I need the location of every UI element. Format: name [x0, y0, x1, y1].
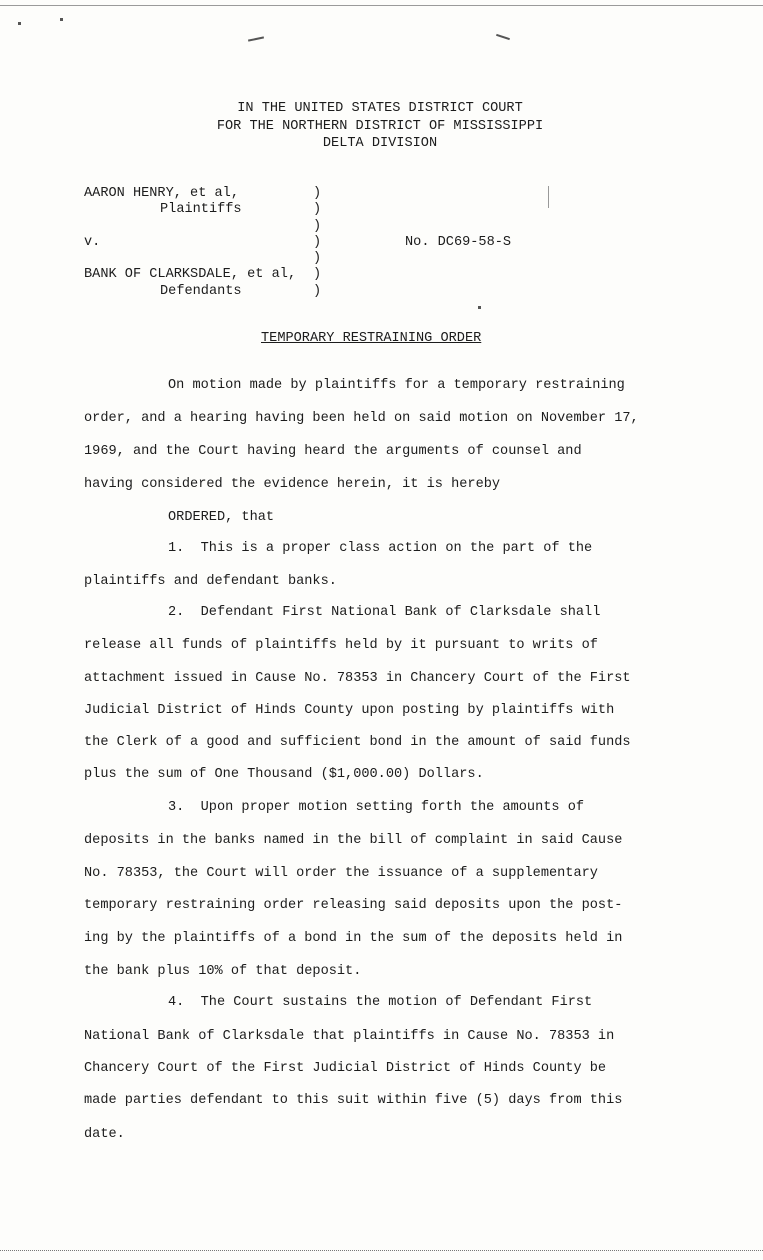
- item-2-line: plus the sum of One Thousand ($1,000.00) Dollars.: [84, 767, 484, 782]
- scan-mark: [496, 34, 510, 40]
- item-3-line: 3. Upon proper motion setting forth the amounts of: [168, 800, 585, 815]
- court-header-line-1: IN THE UNITED STATES DISTRICT COURT: [237, 101, 523, 116]
- item-1-line: 1. This is a proper class action on the part of the: [168, 541, 593, 556]
- item-2-line: the Clerk of a good and sufficient bond in the amount of said funds: [84, 735, 631, 750]
- item-3-line: temporary restraining order releasing said deposits upon the post-: [84, 898, 623, 913]
- item-4-line: National Bank of Clarksdale that plaintiffs in Cause No. 78353 in: [84, 1029, 615, 1044]
- scan-mark: [60, 18, 63, 21]
- scan-top-edge: [0, 5, 763, 7]
- caption-bracket: ): [313, 219, 322, 234]
- plaintiffs-role: Plaintiffs: [160, 202, 242, 217]
- court-header-line-2: FOR THE NORTHERN DISTRICT OF MISSISSIPPI: [216, 119, 544, 134]
- intro-line: 1969, and the Court having heard the arguments of counsel and: [84, 444, 582, 459]
- versus: v.: [84, 235, 101, 250]
- scan-mark: [18, 22, 21, 25]
- caption-bracket: ): [313, 251, 322, 266]
- intro-line: having considered the evidence herein, it is hereby: [84, 477, 501, 492]
- intro-line: On motion made by plaintiffs for a temporary restraining: [168, 378, 625, 393]
- caption-bracket: ): [313, 186, 322, 201]
- item-2-line: Judicial District of Hinds County upon posting by plaintiffs with: [84, 703, 615, 718]
- intro-line: order, and a hearing having been held on said motion on November 17,: [84, 411, 639, 426]
- court-header-line-3: DELTA DIVISION: [322, 136, 438, 151]
- item-3-line: ing by the plaintiffs of a bond in the sum of the deposits held in: [84, 931, 623, 946]
- scan-mark: [478, 306, 481, 309]
- scan-bottom-edge: [0, 1250, 763, 1253]
- defendants-name: BANK OF CLARKSDALE, et al,: [84, 267, 297, 282]
- order-title: TEMPORARY RESTRAINING ORDER: [261, 331, 482, 346]
- item-4-line: made parties defendant to this suit within five (5) days from this: [84, 1093, 623, 1108]
- item-3-line: the bank plus 10% of that deposit.: [84, 964, 362, 979]
- caption-bracket: ): [313, 267, 322, 282]
- item-2-line: 2. Defendant First National Bank of Clarksdale shall: [168, 605, 601, 620]
- plaintiffs-name: AARON HENRY, et al,: [84, 186, 239, 201]
- scan-mark: [548, 186, 549, 208]
- case-number: No. DC69-58-S: [405, 235, 512, 250]
- item-3-line: No. 78353, the Court will order the issuance of a supplementary: [84, 866, 598, 881]
- item-4-line: Chancery Court of the First Judicial District of Hinds County be: [84, 1061, 607, 1076]
- defendants-role: Defendants: [160, 284, 242, 299]
- caption-bracket: ): [313, 235, 322, 250]
- item-4-line: date.: [84, 1127, 125, 1142]
- ordered-clause: ORDERED, that: [168, 510, 275, 525]
- scan-mark: [248, 36, 264, 41]
- item-2-line: attachment issued in Cause No. 78353 in Chancery Court of the First: [84, 671, 631, 686]
- item-3-line: deposits in the banks named in the bill of complaint in said Cause: [84, 833, 623, 848]
- item-2-line: release all funds of plaintiffs held by it pursuant to writs of: [84, 638, 598, 653]
- item-4-line: 4. The Court sustains the motion of Defendant First: [168, 995, 593, 1010]
- item-1-line: plaintiffs and defendant banks.: [84, 574, 337, 589]
- caption-bracket: ): [313, 284, 322, 299]
- caption-bracket: ): [313, 202, 322, 217]
